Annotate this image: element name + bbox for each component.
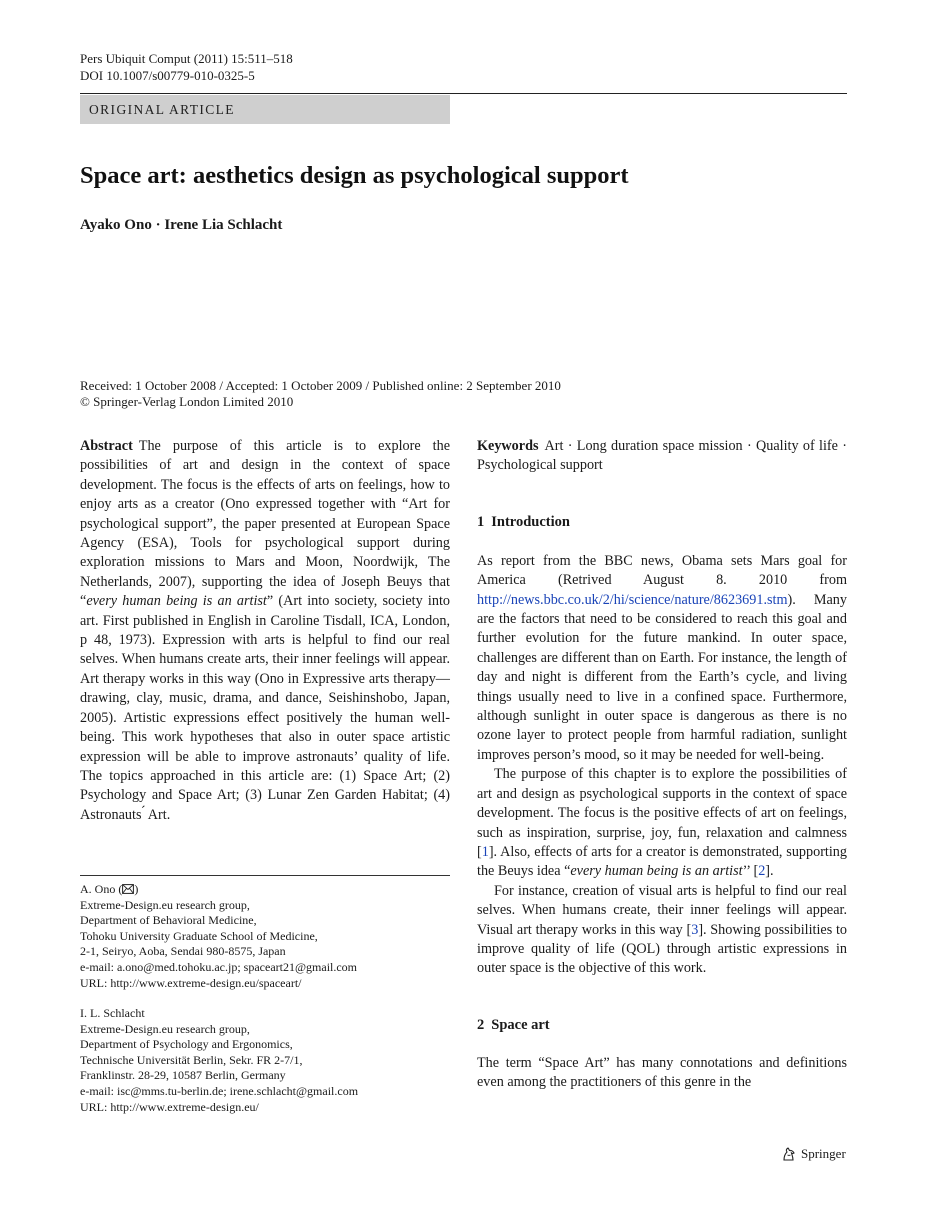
affiliation-line: Technische Universität Berlin, Sekr. FR 2-7/1,: [80, 1052, 303, 1067]
abstract-label: Abstract: [80, 438, 133, 454]
right-column: [477, 437, 847, 1093]
intro-paragraph-1: As report from the BBC news, Obama sets Mars goal for America (Retrived August 8. 2010 from http://news.bbc.co.uk/2/hi/science/nature/8623691.stm). Many are the factors that need to be considered to reach this goal and further evolution for the future mankind. In outer space, challenges are different than on Earth. For instance, the length of day and night is different from the Earth’s cycle, and living things usually need to live in a confined space. Furthermore, although sunlight in outer space is dangerous as there is no ozone layer to protect people from harmful radiation, sunlight improves person’s mood, so it may be needed for well-being.: [477, 552, 847, 763]
springer-horse-icon: [781, 1146, 797, 1162]
affiliation-line: Tohoku University Graduate School of Medicine,: [80, 928, 318, 943]
affiliation-schlacht: [80, 1006, 450, 1115]
footnote-rule: [80, 875, 450, 876]
article-title: Space art: aesthetics design as psychological support: [80, 162, 629, 189]
publication-dates: [80, 378, 561, 410]
affiliation-line: Department of Behavioral Medicine,: [80, 913, 257, 928]
article-type-banner: ORIGINAL ARTICLE: [80, 95, 450, 124]
beuys-quote: every human being is an artist: [86, 593, 267, 610]
intro-paragraph-3: For instance, creation of visual arts is helpful to find our real selves. When humans create, their inner feelings will appear. Visual art therapy works in this way [3]. Showing possibilities to improve quality of life (QOL) through artistic expressions in outer space is the objective of this work.: [477, 882, 847, 977]
affiliation-line: Extreme-Design.eu research group,: [80, 897, 250, 912]
affiliation-line: 2-1, Seiryo, Aoba, Sendai 980-8575, Japan: [80, 944, 286, 959]
affiliation-name: A. Ono ( ): [80, 882, 139, 896]
publisher-mark: [781, 1146, 846, 1162]
citation-link[interactable]: 3: [691, 921, 699, 938]
header-rule: [80, 93, 847, 94]
left-column: [80, 437, 450, 825]
keywords: Keywords Art · Long duration space mission · Quality of life · Psychological support: [477, 438, 847, 474]
journal-citation: [80, 50, 293, 84]
citation-link[interactable]: 1: [481, 843, 489, 860]
section-heading-space-art: 2 Space art: [477, 1016, 550, 1033]
bbc-news-link[interactable]: http://news.bbc.co.uk/2/hi/science/nature/8623691.stm: [477, 591, 788, 608]
affiliation-url: URL: http://www.extreme-design.eu/spaceart/: [80, 975, 302, 990]
author-list: Ayako Ono · Irene Lia Schlacht: [80, 217, 283, 233]
affiliation-line: Department of Psychology and Ergonomics,: [80, 1037, 293, 1052]
intro-paragraph-2: The purpose of this chapter is to explore the possibilities of art and design as psychological supports in the context of space development. The focus is the positive effects of art on feelings, such as inspiration, surprise, joy, fun, relaxation and calmness [1]. Also, effects of arts for a creator is demonstrated, supporting the Beuys idea “every human being is an artist’’ [2].: [477, 766, 847, 880]
affiliation-ono: [80, 882, 450, 991]
space-art-paragraph-1: The term “Space Art” has many connotations and definitions even among the practitioners of this genre in the: [477, 1054, 847, 1091]
envelope-icon: [122, 884, 134, 894]
journal-reference: Pers Ubiquit Comput (2011) 15:511–518: [80, 51, 293, 66]
doi: DOI 10.1007/s00779-010-0325-5: [80, 68, 255, 83]
affiliation-url: URL: http://www.extreme-design.eu/: [80, 1099, 259, 1114]
affiliation-email: e-mail: a.ono@med.tohoku.ac.jp; spaceart21@gmail.com: [80, 959, 358, 974]
section-heading-introduction: 1 Introduction: [477, 513, 570, 530]
affiliation-name: I. L. Schlacht: [80, 1006, 145, 1020]
history-dates: Received: 1 October 2008 / Accepted: 1 October 2009 / Published online: 2 September 2010: [80, 378, 561, 393]
abstract: Abstract The purpose of this article is to explore the possibilities of art and design in the context of space development. The focus is the effects of arts on feelings, how to enjoy arts as a creator (Ono expressed together with “Art for psychological support”, the paper presented at European Space Agency (ESA), Tools for psychological support during exploration missions to Mars and Moon, Noordwijk, The Netherlands, 2007), supporting the idea of Joseph Beuys that “every human being is an artist” (Art into society, society into art. First published in English in Caroline Tisdall, ICA, London, p 48, 1973). Expression with arts is helpful to find our real selves. When humans create arts, their inner feelings will appear. Art therapy works in this way (Ono in Expressive arts therapy—drawing, clay, music, drama, and dance, Seishinshobo, Japan, 2005). Artistic expressions effect positively the human well-being. This work hypotheses that also in outer space artistic expression will be able to improve astronauts’ quality of life. The topics approached in this article are: (1) Space Art; (2) Psychology and Space Art; (3) Lunar Zen Garden Habitat; (4) Astronauts ́ Art.: [80, 438, 451, 823]
keywords-label: Keywords: [477, 438, 539, 454]
publisher-name: Springer: [801, 1146, 846, 1161]
citation-link[interactable]: 2: [758, 863, 766, 880]
affiliation-email: e-mail: isc@mms.tu-berlin.de; irene.schlacht@gmail.com: [80, 1083, 359, 1098]
copyright: © Springer-Verlag London Limited 2010: [80, 394, 294, 409]
affiliation-line: Extreme-Design.eu research group,: [80, 1021, 250, 1036]
affiliation-line: Franklinstr. 28-29, 10587 Berlin, Germany: [80, 1068, 286, 1083]
